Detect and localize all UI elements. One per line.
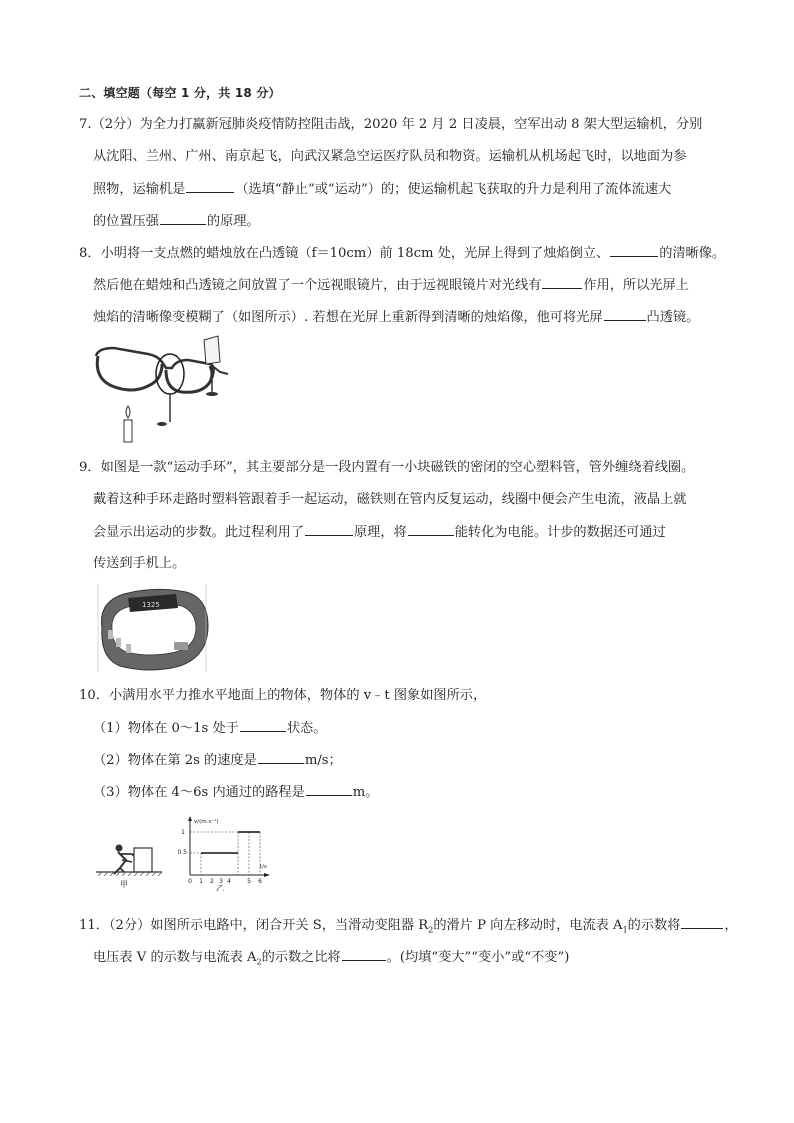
q7-text: 的位置压强 — [93, 214, 159, 229]
q11-text: 的滑片 P 向左移动时，电流表 A — [433, 918, 623, 933]
figure-label-jia: 甲 — [120, 880, 128, 888]
q8-text: 然后他在蜡烛和凸透镜之间放置了一个远视眼镜片，由于远视眼镜片对光线有 — [93, 278, 542, 293]
graph-x-tick: 4 — [227, 878, 231, 885]
q10-text: （3）物体在 4～6s 内通过的路程是 — [93, 785, 305, 800]
q8-line-2 — [93, 276, 689, 295]
graph-x-tick: 2 — [210, 878, 214, 885]
subscript: 2 — [428, 925, 434, 935]
q10-sub-3 — [93, 783, 378, 802]
q10-text: （1）物体在 0～1s 处于 — [93, 721, 239, 736]
answer-blank[interactable] — [408, 523, 454, 536]
q9-text: 能转化为电能。计步的数据还可通过 — [454, 525, 666, 540]
answer-blank[interactable] — [342, 948, 386, 961]
wristband-screen-text: 1325 — [142, 601, 160, 609]
q10-text: 状态。 — [286, 721, 327, 736]
q8-text: 8．小明将一支点燃的蜡烛放在凸透镜（f＝10cm）前 18cm 处，光屏上得到了烛焰倒立、 — [79, 246, 610, 261]
q8-line-3 — [93, 308, 699, 327]
q10-line-1: 10．小满用水平力推水平地面上的物体，物体的 v﹣t 图象如图所示， — [79, 688, 487, 703]
q10-text: m/s； — [304, 753, 342, 768]
q7-line-2: 从沈阳、兰州、广州、南京起飞，向武汉紧急空运医疗队员和物资。运输机从机场起飞时，以地面为参 — [93, 149, 687, 164]
answer-blank[interactable] — [305, 523, 353, 536]
figure-label-yi: 乙 — [216, 884, 224, 891]
graph-y-label: v/(m.s⁻¹) — [194, 819, 219, 825]
q11-text: 的示数之比将 — [261, 950, 341, 965]
wristband-figure — [94, 582, 212, 674]
q11-text: 。(均填“变大”“变小”或“不变”) — [386, 950, 570, 965]
q7-text: （选填“静止”或“运动”）的；使运输机起飞获取的升力是利用了流体流速大 — [235, 182, 672, 197]
q8-text: 烛焰的清晰像变模糊了（如图所示）. 若想在光屏上重新得到清晰的烛焰像，他可将光屏 — [93, 310, 603, 325]
q7-line-3 — [93, 180, 671, 199]
q9-line-4: 传送到手机上。 — [93, 556, 186, 571]
glasses-lens-figure — [92, 334, 232, 446]
graph-x-label: t/s — [260, 864, 267, 870]
graph-x-tick: 6 — [258, 878, 262, 885]
q10-text: （2）物体在第 2s 的速度是 — [93, 753, 257, 768]
q9-line-2: 戴着这种手环走路时塑料管跟着手一起运动，磁铁则在管内反复运动，线圈中便会产生电流，液晶上就 — [93, 492, 687, 507]
q9-line-1: 9．如图是一款“运动手环”，其主要部分是一段内置有一小块磁铁的密闭的空心塑料管，管外缠绕着线圈。 — [79, 460, 695, 475]
answer-blank[interactable] — [258, 751, 304, 764]
q11-text: ， — [724, 918, 738, 933]
answer-blank[interactable] — [610, 244, 658, 257]
q8-text: 凸透镜。 — [646, 310, 700, 325]
q8-text: 的清晰像。 — [659, 246, 726, 261]
graph-x-tick: 1 — [199, 878, 203, 885]
q11-line-2 — [93, 948, 569, 972]
q10-sub-1 — [93, 719, 326, 738]
answer-blank[interactable] — [306, 783, 352, 796]
q11-text: 电压表 V 的示数与电流表 A — [93, 950, 257, 965]
q11-text: 的示数将 — [627, 918, 681, 933]
q7-text: 照物，运输机是 — [93, 182, 186, 197]
q11-line-1 — [79, 916, 738, 940]
q10-sub-2 — [93, 751, 342, 770]
q8-text: 作用，所以光屏上 — [583, 278, 689, 293]
answer-blank[interactable] — [240, 719, 286, 732]
graph-x-tick: 0 — [188, 878, 192, 885]
answer-blank[interactable] — [681, 916, 723, 929]
q7-line-4 — [93, 212, 260, 231]
section-title: 二、填空题（每空 1 分，共 18 分） — [79, 86, 281, 100]
subscript: 1 — [622, 925, 628, 935]
graph-y-tick: 0.5 — [177, 849, 187, 856]
q11-text: 11．（2分）如图所示电路中，闭合开关 S，当滑动变阻器 R — [79, 918, 429, 933]
answer-blank[interactable] — [604, 308, 646, 321]
graph-x-tick: 5 — [247, 878, 251, 885]
answer-blank[interactable] — [160, 212, 206, 225]
answer-blank[interactable] — [186, 180, 234, 193]
q9-text: 会显示出运动的步数。此过程利用了 — [93, 525, 304, 540]
q7-text: 的原理。 — [206, 214, 260, 229]
graph-y-tick: 1 — [181, 829, 185, 836]
answer-blank[interactable] — [542, 276, 582, 289]
q10-text: m。 — [352, 785, 379, 800]
subscript: 2 — [256, 957, 262, 967]
graph-x-tick: 3 — [219, 878, 223, 885]
q9-text: 原理，将 — [354, 525, 407, 540]
q9-line-3 — [93, 523, 666, 542]
pushing-box-figure — [92, 838, 164, 888]
q7-line-1: 7.（2分）为全力打赢新冠肺炎疫情防控阻击战，2020 年 2 月 2 日凌晨，空军出动 8 架大型运输机，分别 — [79, 117, 703, 132]
vt-graph-figure — [176, 815, 274, 891]
q8-line-1 — [79, 244, 725, 263]
